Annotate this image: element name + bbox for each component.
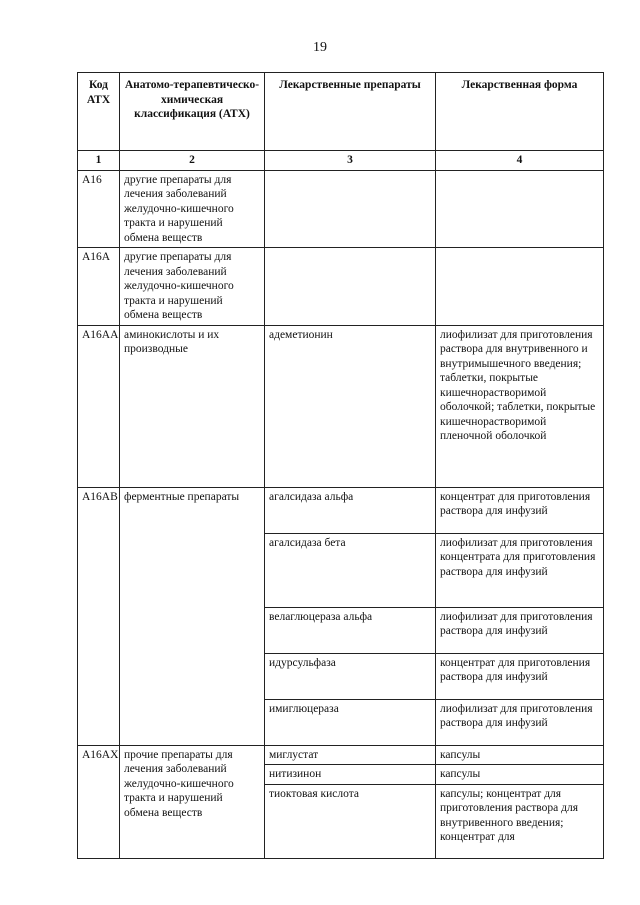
- dosage-form: лиофилизат для приготовления раствора для инфузий: [436, 607, 604, 653]
- header-classification: Анатомо-терапевтическо-химическая классификация (АТХ): [120, 73, 265, 151]
- column-number: 4: [436, 151, 604, 171]
- atx-classification: другие препараты для лечения заболеваний желудочно-кишечного тракта и нарушений обмена веществ: [120, 170, 265, 248]
- drug-name: адеметионин: [265, 325, 436, 487]
- atx-classification: прочие препараты для лечения заболеваний желудочно-кишечного тракта и нарушений обмена веществ: [120, 745, 265, 858]
- column-number: 1: [78, 151, 120, 171]
- drug-name: велаглюцераза альфа: [265, 607, 436, 653]
- header-form: Лекарственная форма: [436, 73, 604, 151]
- dosage-form: лиофилизат для приготовления раствора для внутривенного и внутримышечного введения; таблетки, покрытые кишечнорастворимой оболочкой; таблетки, покрытые кишечнорастворимой пленочной оболочкой: [436, 325, 604, 487]
- dosage-form: лиофилизат для приготовления концентрата для приготовления раствора для инфузий: [436, 533, 604, 607]
- atx-classification: ферментные препараты: [120, 487, 265, 745]
- dosage-form: лиофилизат для приготовления раствора для инфузий: [436, 699, 604, 745]
- dosage-form: капсулы: [436, 745, 604, 765]
- column-number: 3: [265, 151, 436, 171]
- atx-code: A16AB: [78, 487, 120, 745]
- atx-classification: аминокислоты и их производные: [120, 325, 265, 487]
- column-number: 2: [120, 151, 265, 171]
- drug-name: миглустат: [265, 745, 436, 765]
- table-header-row: [78, 73, 604, 151]
- atx-code: A16AA: [78, 325, 120, 487]
- table-row: [78, 745, 604, 765]
- drug-name: агалсидаза альфа: [265, 487, 436, 533]
- table-row: [78, 170, 604, 248]
- drug-cell-empty: [265, 248, 436, 326]
- page-number: 19: [313, 40, 327, 55]
- atx-drug-table: [77, 72, 604, 859]
- drug-name: агалсидаза бета: [265, 533, 436, 607]
- drug-cell-empty: [265, 170, 436, 248]
- table-row: [78, 325, 604, 487]
- drug-name: имиглюцераза: [265, 699, 436, 745]
- drug-name: нитизинон: [265, 765, 436, 785]
- atx-code: A16AX: [78, 745, 120, 858]
- table-row: [78, 487, 604, 533]
- header-code: Код АТХ: [78, 73, 120, 151]
- drug-name: идурсульфаза: [265, 653, 436, 699]
- table-row: [78, 248, 604, 326]
- atx-code: A16A: [78, 248, 120, 326]
- form-cell-empty: [436, 248, 604, 326]
- column-number-row: [78, 151, 604, 171]
- atx-classification: другие препараты для лечения заболеваний желудочно-кишечного тракта и нарушений обмена веществ: [120, 248, 265, 326]
- header-drugs: Лекарственные препараты: [265, 73, 436, 151]
- dosage-form: концентрат для приготовления раствора для инфузий: [436, 653, 604, 699]
- form-cell-empty: [436, 170, 604, 248]
- drug-name: тиоктовая кислота: [265, 784, 436, 858]
- dosage-form: капсулы: [436, 765, 604, 785]
- dosage-form: концентрат для приготовления раствора для инфузий: [436, 487, 604, 533]
- atx-code: A16: [78, 170, 120, 248]
- dosage-form: капсулы; концентрат для приготовления раствора для внутривенного введения; концентрат для: [436, 784, 604, 858]
